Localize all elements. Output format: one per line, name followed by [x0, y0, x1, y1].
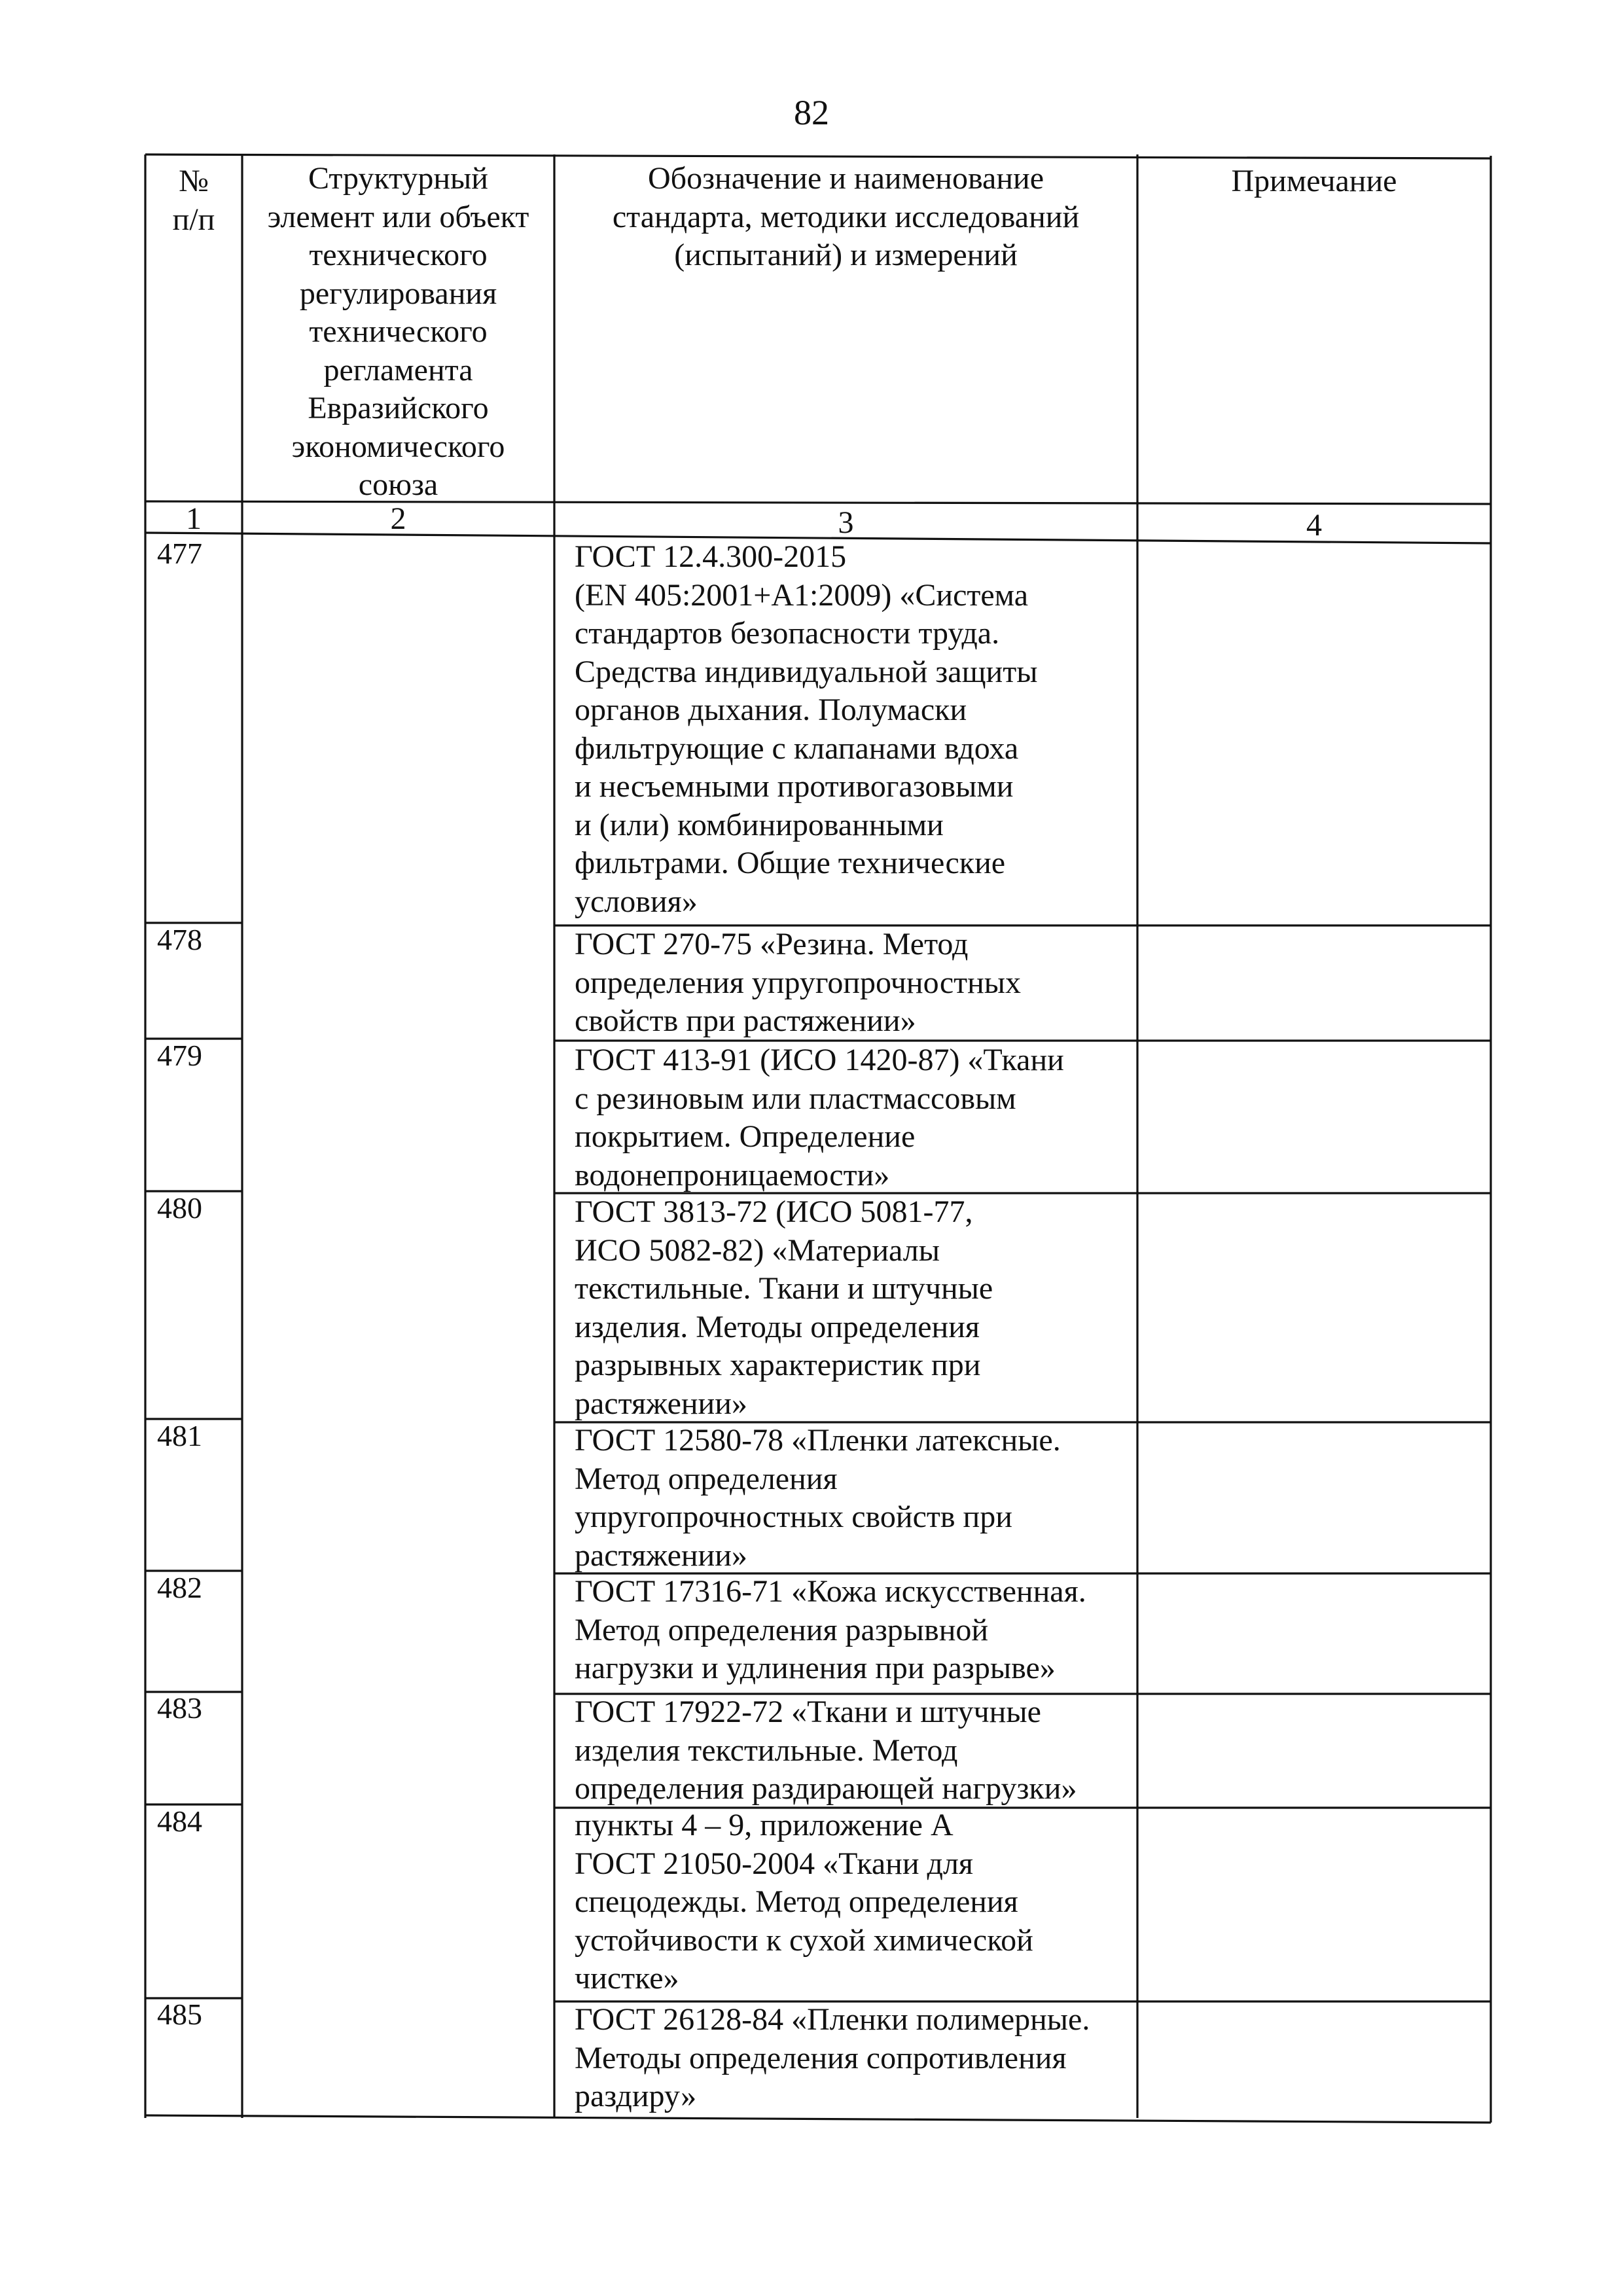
column-number-4: 4 [1306, 508, 1322, 543]
standard-description: ГОСТ 413-91 (ИСО 1420-87) «Ткани с резиновым или пластмассовым покрытием. Определение водонепроницаемости» [575, 1043, 1064, 1193]
row-number: 480 [157, 1191, 202, 1225]
row-number: 485 [157, 1998, 202, 2031]
standard-description: ГОСТ 17922-72 «Ткани и штучные изделия текстильные. Метод определения раздирающей нагрузки» [575, 1695, 1077, 1806]
standard-description: ГОСТ 12.4.300-2015 (EN 405:2001+A1:2009) «Система стандартов безопасности труда. Средства индивидуальной защиты органов дыхания. Полумаски фильтрующие с клапанами вдоха и несъемными противогазовыми и (или) комбинированными фильтрами. Общие технические условия» [575, 539, 1038, 919]
row-number: 479 [157, 1039, 202, 1072]
column-number-2: 2 [390, 501, 406, 536]
page-number: 82 [794, 93, 829, 132]
header-number: № п/п [172, 164, 215, 237]
standard-description: ГОСТ 17316-71 «Кожа искусственная. Метод определения разрывной нагрузки и удлинения при разрыве» [575, 1574, 1086, 1685]
table-border-top [145, 154, 1491, 158]
standard-description: ГОСТ 3813-72 (ИСО 5081-77, ИСО 5082-82) «Материалы текстильные. Ткани и штучные изделия. Методы определения разрывных характеристик при растяжении» [575, 1194, 993, 1421]
standard-description: ГОСТ 270-75 «Резина. Метод определения упругопрочностных свойств при растяжении» [575, 927, 1022, 1038]
standard-description: ГОСТ 12580-78 «Пленки латексные. Метод определения упругопрочностных свойств при растяжении» [575, 1423, 1061, 1573]
row-number: 477 [157, 537, 202, 570]
row-number: 481 [157, 1419, 202, 1452]
table-border-bottom [145, 2115, 1491, 2123]
header-structural-element: Структурный элемент или объект технического регулирования технического регламента Евразийского экономического союза [267, 161, 529, 502]
row-number: 482 [157, 1571, 202, 1604]
column-number-1: 1 [186, 501, 202, 536]
header-standard: Обозначение и наименование стандарта, методики исследований (испытаний) и измерений [612, 161, 1080, 272]
row-number: 484 [157, 1804, 202, 1838]
header-note: Примечание [1231, 164, 1397, 198]
standard-description: пункты 4 – 9, приложение А ГОСТ 21050-2004 «Ткани для спецодежды. Метод определения устойчивости к сухой химической чистке» [575, 1808, 1033, 1996]
row-number: 478 [157, 923, 202, 956]
standard-description: ГОСТ 26128-84 «Пленки полимерные. Методы определения сопротивления раздиру» [575, 2002, 1090, 2113]
row-number: 483 [157, 1691, 202, 1725]
column-number-3: 3 [838, 505, 854, 540]
